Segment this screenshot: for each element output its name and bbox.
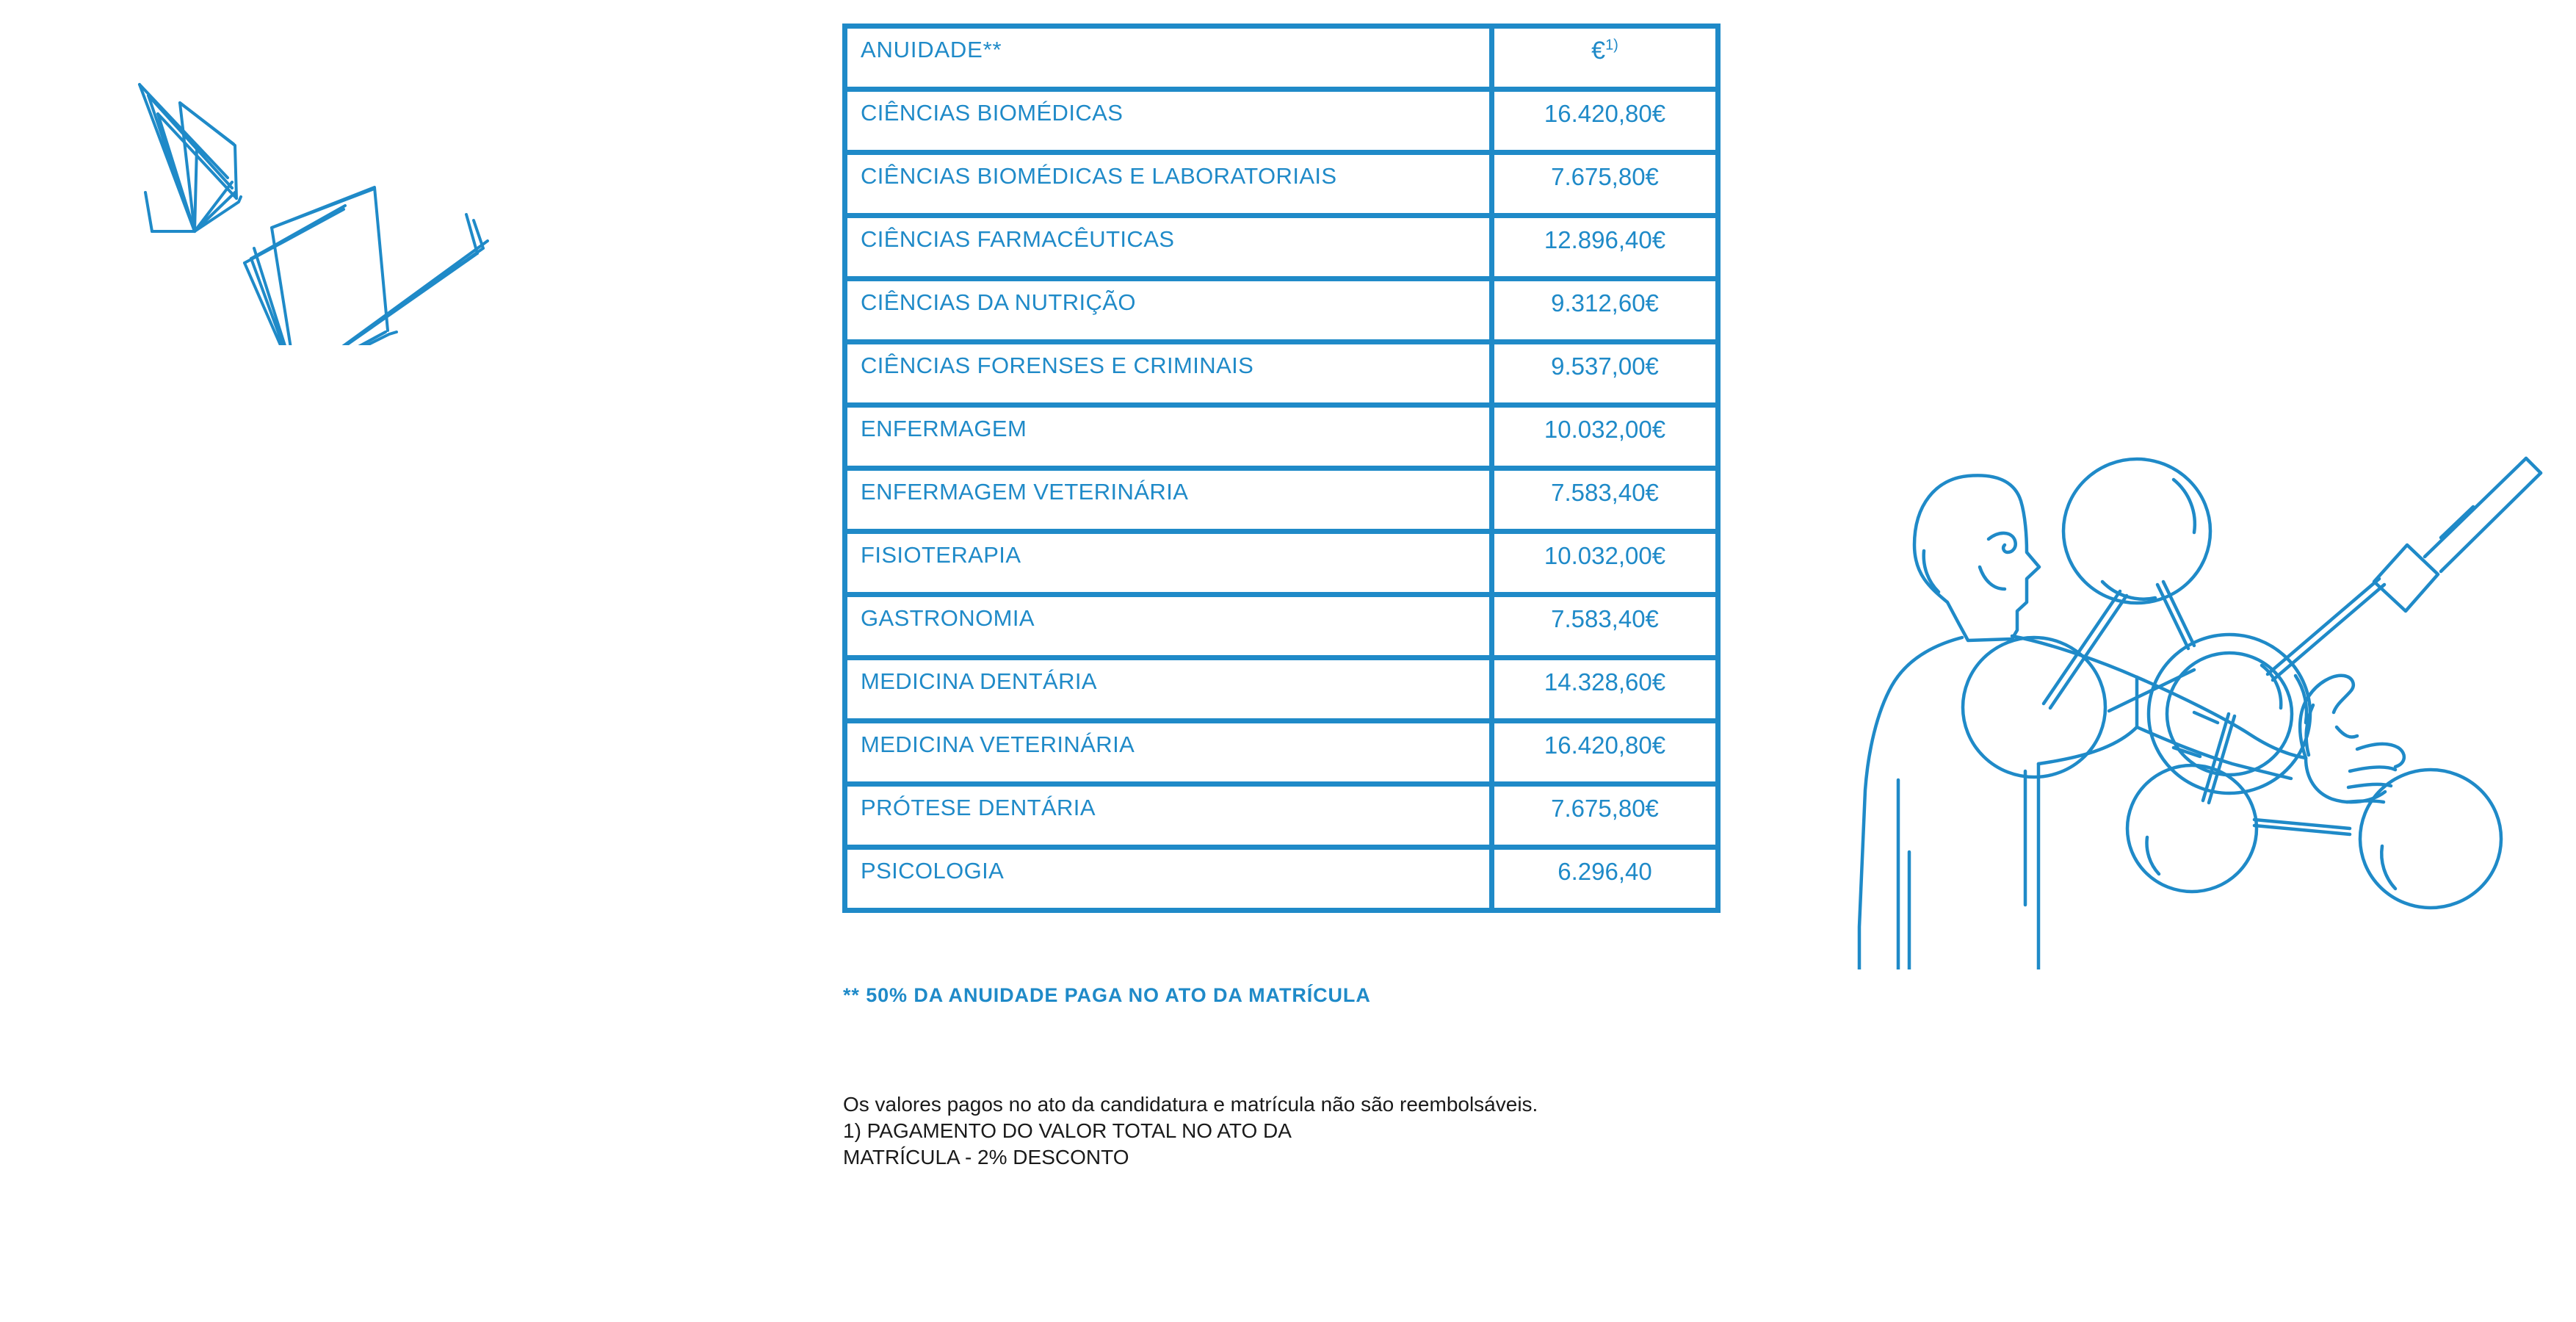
course-name-label: CIÊNCIAS BIOMÉDICAS [861, 100, 1124, 126]
table-row [847, 344, 1715, 402]
course-price-label: 7.583,40€ [1551, 479, 1659, 506]
course-price-label: 9.537,00€ [1551, 353, 1659, 380]
course-price-label: 16.420,80€ [1544, 732, 1666, 759]
course-price-label: 7.675,80€ [1551, 795, 1659, 822]
course-name-cell [847, 471, 1489, 529]
molecule-bonds [2044, 579, 2384, 834]
table-row [847, 723, 1715, 781]
person-ear [1989, 533, 2016, 552]
book-left-icon [140, 84, 241, 231]
course-name-label: FISIOTERAPIA [861, 542, 1021, 568]
course-name-label: CIÊNCIAS BIOMÉDICAS E LABORATORIAIS [861, 163, 1337, 189]
course-price-label: 9.312,60€ [1551, 289, 1659, 317]
table-row [847, 534, 1715, 592]
header-cell-euro [1494, 29, 1715, 87]
course-price-label: 16.420,80€ [1544, 100, 1666, 127]
course-name-label: MEDICINA VETERINÁRIA [861, 732, 1135, 757]
course-name-label: PSICOLOGIA [861, 858, 1005, 884]
course-name-cell [847, 597, 1489, 655]
course-name-label: MEDICINA DENTÁRIA [861, 668, 1098, 694]
course-name-label: CIÊNCIAS FORENSES E CRIMINAIS [861, 353, 1254, 378]
course-name-label: CIÊNCIAS FARMACÊUTICAS [861, 226, 1175, 252]
person-figure [1859, 475, 2404, 969]
course-price-cell [1494, 344, 1715, 402]
person-molecule-illustration [1792, 382, 2576, 969]
table-row [847, 408, 1715, 466]
table-row [847, 660, 1715, 718]
fineprint-block [843, 1091, 1538, 1170]
course-price-cell [1494, 218, 1715, 276]
matricula-note: ** 50% DA ANUIDADE PAGA NO ATO DA MATRÍCULA [843, 984, 1371, 1006]
course-name-cell [847, 408, 1489, 466]
fineprint-line-3: MATRÍCULA - 2% DESCONTO [843, 1145, 1129, 1169]
open-books-illustration [51, 51, 507, 345]
course-name-cell [847, 92, 1489, 150]
course-name-cell [847, 660, 1489, 718]
course-name-cell [847, 344, 1489, 402]
course-price-cell [1494, 723, 1715, 781]
table-row [847, 218, 1715, 276]
course-price-label: 12.896,40€ [1544, 226, 1666, 253]
course-price-cell [1494, 660, 1715, 718]
euro-glyph: € [1591, 37, 1606, 65]
pipette-icon [2374, 458, 2541, 611]
header-cell-anuidade [847, 29, 1489, 87]
table-row [847, 471, 1715, 529]
course-price-cell [1494, 155, 1715, 213]
course-name-cell [847, 850, 1489, 908]
euro-symbol-header [1591, 38, 1618, 65]
fineprint-line-1: Os valores pagos no ato da candidatura e matrícula não são reembolsáveis. [843, 1093, 1538, 1116]
table-row [847, 92, 1715, 150]
header-label-anuidade: ANUIDADE** [861, 37, 1002, 62]
atom-top-icon [2063, 459, 2210, 603]
course-price-cell [1494, 408, 1715, 466]
euro-footnote-marker: 1) [1605, 37, 1618, 54]
course-name-label: ENFERMAGEM VETERINÁRIA [861, 479, 1189, 505]
course-name-label: PRÓTESE DENTÁRIA [861, 795, 1096, 820]
molecule-atoms [1963, 459, 2501, 908]
course-name-label: CIÊNCIAS DA NUTRIÇÃO [861, 289, 1136, 315]
fineprint-line-2: 1) PAGAMENTO DO VALOR TOTAL NO ATO DA [843, 1119, 1292, 1142]
course-name-cell [847, 534, 1489, 592]
course-name-cell [847, 281, 1489, 339]
table-row [847, 281, 1715, 339]
course-price-cell [1494, 92, 1715, 150]
course-price-label: 14.328,60€ [1544, 668, 1666, 696]
course-name-cell [847, 787, 1489, 845]
course-name-cell [847, 723, 1489, 781]
course-price-label: 10.032,00€ [1544, 416, 1666, 443]
course-name-cell [847, 155, 1489, 213]
table-row [847, 597, 1715, 655]
course-name-cell [847, 218, 1489, 276]
course-price-cell [1494, 281, 1715, 339]
course-price-label: 6.296,40 [1557, 858, 1652, 885]
course-price-cell [1494, 471, 1715, 529]
person-head [1914, 475, 2039, 640]
course-price-label: 7.583,40€ [1551, 605, 1659, 632]
pricing-table [842, 24, 1721, 913]
course-price-cell [1494, 787, 1715, 845]
table-header-row [847, 29, 1715, 87]
table-row [847, 787, 1715, 845]
course-price-cell [1494, 850, 1715, 908]
table-row [847, 155, 1715, 213]
course-price-label: 7.675,80€ [1551, 163, 1659, 190]
course-price-cell [1494, 534, 1715, 592]
atom-lower-right-icon [2360, 770, 2501, 908]
table-row [847, 850, 1715, 908]
course-name-label: GASTRONOMIA [861, 605, 1035, 631]
course-name-label: ENFERMAGEM [861, 416, 1027, 441]
course-price-cell [1494, 597, 1715, 655]
course-price-label: 10.032,00€ [1544, 542, 1666, 569]
book-right-icon [245, 187, 488, 345]
person-arm [2137, 677, 2306, 758]
